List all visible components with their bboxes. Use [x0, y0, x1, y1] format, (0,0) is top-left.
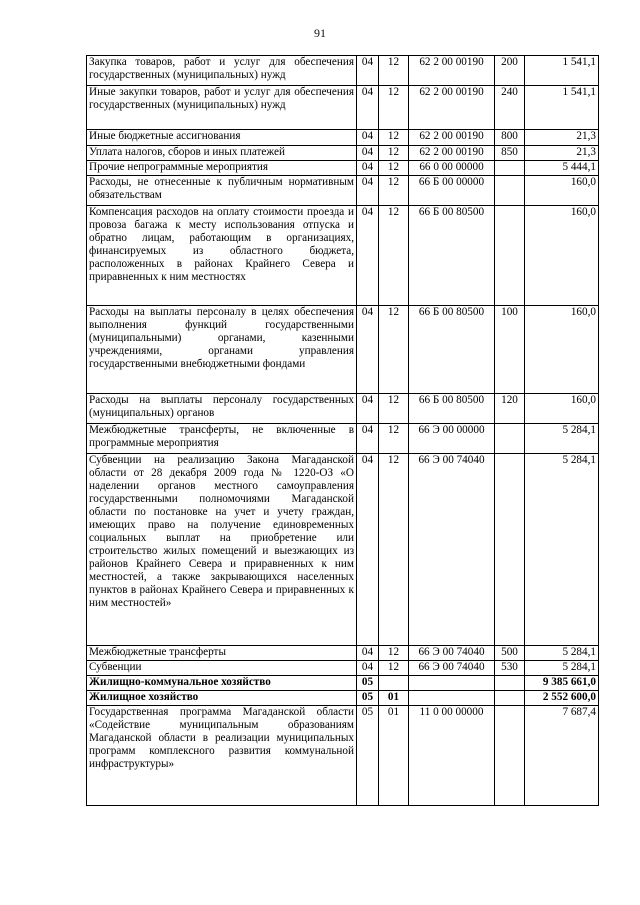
cell-subsection: 12: [379, 454, 409, 646]
cell-expense-type: [495, 454, 525, 646]
cell-target-article: 62 2 00 00190: [409, 86, 495, 130]
cell-target-article: 62 2 00 00190: [409, 146, 495, 161]
cell-amount: 160,0: [525, 394, 599, 424]
cell-section: 04: [357, 130, 379, 146]
cell-name: Межбюджетные трансферты, не включенные в программные мероприятия: [87, 424, 357, 454]
cell-section: 05: [357, 706, 379, 806]
cell-amount: 5 284,1: [525, 424, 599, 454]
cell-section: 04: [357, 146, 379, 161]
cell-target-article: 66 Э 00 74040: [409, 661, 495, 676]
cell-name: Жилищно-коммунальное хозяйство: [87, 676, 357, 691]
cell-name: Иные бюджетные ассигнования: [87, 130, 357, 146]
cell-target-article: 66 Э 00 74040: [409, 646, 495, 661]
table-row: [87, 454, 599, 646]
cell-section: 04: [357, 454, 379, 646]
cell-expense-type: 800: [495, 130, 525, 146]
table-row: [87, 146, 599, 161]
cell-section: 04: [357, 661, 379, 676]
cell-expense-type: [495, 424, 525, 454]
page-number: 91: [314, 26, 326, 40]
cell-target-article: 66 Б 00 80500: [409, 206, 495, 306]
cell-target-article: 66 Э 00 74040: [409, 454, 495, 646]
cell-amount: 160,0: [525, 306, 599, 394]
cell-section: 04: [357, 86, 379, 130]
cell-expense-type: [495, 691, 525, 706]
cell-amount: 9 385 661,0: [525, 676, 599, 691]
table-row: [87, 161, 599, 176]
cell-expense-type: 530: [495, 661, 525, 676]
cell-subsection: 12: [379, 206, 409, 306]
cell-expense-type: [495, 206, 525, 306]
table-row: [87, 130, 599, 146]
cell-name: Закупка товаров, работ и услуг для обеспечения государственных (муниципальных) нужд: [87, 56, 357, 86]
cell-target-article: 66 Б 00 00000: [409, 176, 495, 206]
cell-target-article: 66 Б 00 80500: [409, 394, 495, 424]
cell-amount: 21,3: [525, 146, 599, 161]
cell-subsection: 12: [379, 424, 409, 454]
table-row: [87, 86, 599, 130]
cell-expense-type: 240: [495, 86, 525, 130]
cell-section: 04: [357, 206, 379, 306]
cell-expense-type: [495, 161, 525, 176]
cell-amount: 5 284,1: [525, 454, 599, 646]
cell-amount: 21,3: [525, 130, 599, 146]
table-row: [87, 394, 599, 424]
table-row: [87, 206, 599, 306]
cell-amount: 160,0: [525, 206, 599, 306]
budget-table: [86, 55, 599, 806]
cell-subsection: [379, 676, 409, 691]
cell-section: 04: [357, 176, 379, 206]
cell-amount: 5 284,1: [525, 661, 599, 676]
cell-section: 04: [357, 424, 379, 454]
cell-name: Расходы на выплаты персоналу в целях обеспечения выполнения функций государственными (муниципальными) органами, казенными учреждениями, органами управления государственными внебюджетными фондами: [87, 306, 357, 394]
cell-amount: 5 444,1: [525, 161, 599, 176]
cell-subsection: 12: [379, 56, 409, 86]
cell-subsection: 12: [379, 146, 409, 161]
cell-target-article: 66 Э 00 00000: [409, 424, 495, 454]
cell-subsection: 12: [379, 394, 409, 424]
cell-section: 05: [357, 676, 379, 691]
cell-subsection: 12: [379, 646, 409, 661]
cell-name: Расходы, не отнесенные к публичным нормативным обязательствам: [87, 176, 357, 206]
cell-name: Уплата налогов, сборов и иных платежей: [87, 146, 357, 161]
table-row: [87, 646, 599, 661]
cell-subsection: 01: [379, 706, 409, 806]
cell-section: 04: [357, 56, 379, 86]
cell-amount: 1 541,1: [525, 56, 599, 86]
cell-target-article: 62 2 00 00190: [409, 56, 495, 86]
cell-subsection: 12: [379, 130, 409, 146]
cell-expense-type: 200: [495, 56, 525, 86]
section-row: [87, 676, 599, 691]
cell-section: 04: [357, 161, 379, 176]
cell-section: 04: [357, 306, 379, 394]
cell-name: Жилищное хозяйство: [87, 691, 357, 706]
cell-amount: 5 284,1: [525, 646, 599, 661]
table-row: [87, 706, 599, 806]
cell-subsection: 12: [379, 161, 409, 176]
cell-name: Межбюджетные трансферты: [87, 646, 357, 661]
cell-subsection: 12: [379, 86, 409, 130]
cell-target-article: 62 2 00 00190: [409, 130, 495, 146]
table-row: [87, 56, 599, 86]
cell-subsection: 12: [379, 176, 409, 206]
cell-amount: 160,0: [525, 176, 599, 206]
cell-section: 04: [357, 394, 379, 424]
cell-subsection: 12: [379, 306, 409, 394]
section-row: [87, 691, 599, 706]
table-row: [87, 306, 599, 394]
cell-expense-type: 500: [495, 646, 525, 661]
cell-name: Иные закупки товаров, работ и услуг для обеспечения государственных (муниципальных) нужд: [87, 86, 357, 130]
cell-amount: 7 687,4: [525, 706, 599, 806]
cell-expense-type: 100: [495, 306, 525, 394]
cell-target-article: [409, 676, 495, 691]
cell-target-article: 11 0 00 00000: [409, 706, 495, 806]
cell-expense-type: 120: [495, 394, 525, 424]
cell-name: Государственная программа Магаданской области «Содействие муниципальным образованиям Магаданской области в реализации муниципальных программ комплексного развития коммунальной инфраструктуры»: [87, 706, 357, 806]
cell-amount: 2 552 600,0: [525, 691, 599, 706]
cell-name: Расходы на выплаты персоналу государственных (муниципальных) органов: [87, 394, 357, 424]
cell-name: Субвенции: [87, 661, 357, 676]
cell-expense-type: [495, 676, 525, 691]
cell-section: 05: [357, 691, 379, 706]
budget-table-body: [87, 56, 599, 806]
cell-target-article: [409, 691, 495, 706]
cell-subsection: 01: [379, 691, 409, 706]
cell-amount: 1 541,1: [525, 86, 599, 130]
cell-expense-type: [495, 176, 525, 206]
cell-name: Компенсация расходов на оплату стоимости проезда и провоза багажа к месту использования отпуска и обратно лицам, работающим в организациях, финансируемых из областного бюджета, расположенных в районах Крайнего Севера и приравненных к ним местностях: [87, 206, 357, 306]
cell-target-article: 66 Б 00 80500: [409, 306, 495, 394]
cell-target-article: 66 0 00 00000: [409, 161, 495, 176]
cell-expense-type: [495, 706, 525, 806]
cell-expense-type: 850: [495, 146, 525, 161]
cell-section: 04: [357, 646, 379, 661]
table-row: [87, 176, 599, 206]
cell-name: Прочие непрограммные мероприятия: [87, 161, 357, 176]
table-row: [87, 661, 599, 676]
cell-subsection: 12: [379, 661, 409, 676]
table-row: [87, 424, 599, 454]
cell-name: Субвенции на реализацию Закона Магаданской области от 28 декабря 2009 года № 1220-ОЗ «О наделении органов местного самоуправления государственными полномочиями Магаданской области по постановке на учет и учету граждан, имеющих право на получение единовременных социальных выплат на приобретение или строительство жилых помещений и выезжающих из районов Крайнего Севера и приравненных к ним местностей, а также закрывающихся населенных пунктов в районах Крайнего Севера и приравненных к ним местностей»: [87, 454, 357, 646]
